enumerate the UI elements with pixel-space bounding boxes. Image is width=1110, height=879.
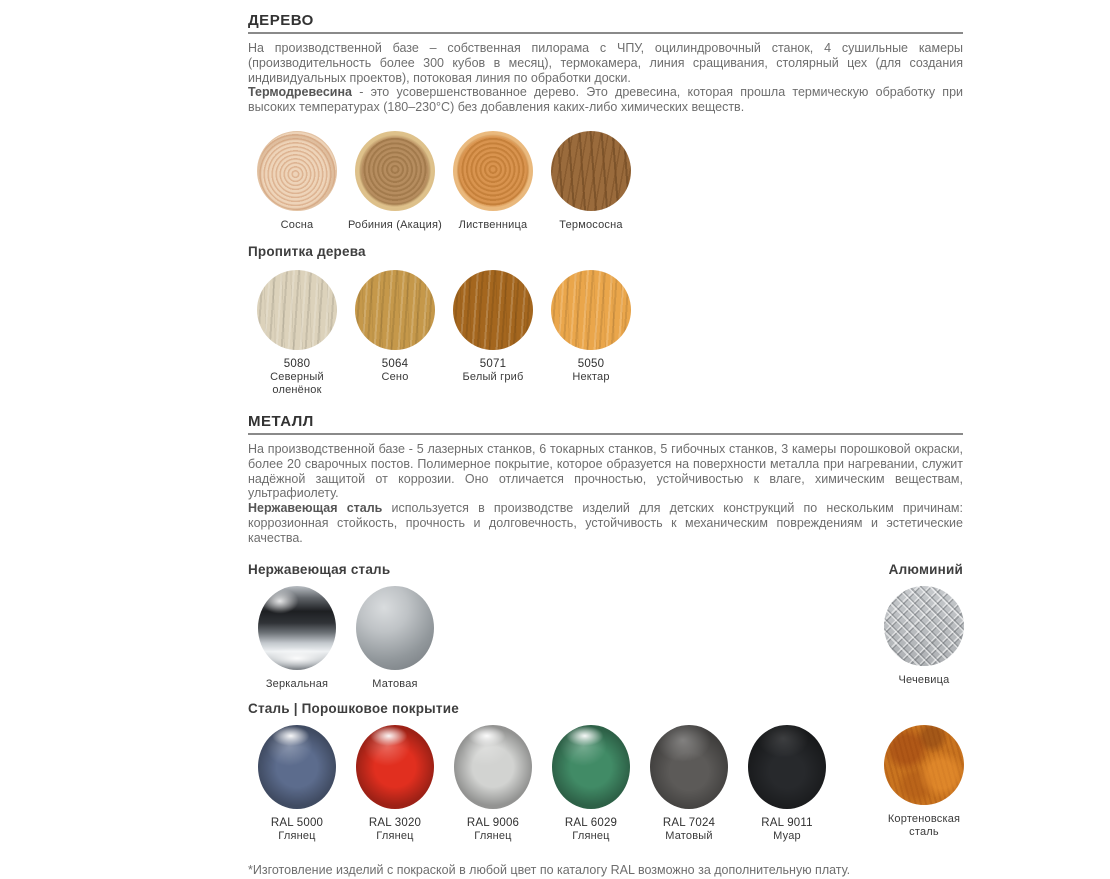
- impregnation-row: [248, 270, 963, 397]
- larch-cut-swatch: [453, 131, 533, 211]
- aluminum-title: Алюминий: [888, 561, 963, 577]
- swatch-label: [369, 817, 421, 843]
- species-pine: [248, 131, 346, 232]
- metal-intro-text: На производственной базе - 5 лазерных станков, 6 токарных станков, 5 гибочных станков, 3 камеры порошковой окраски, более 20 сварочных постов. Полимерное покрытие, которое образуется на поверхности металла при нагревании, служит надёжной защитой от коррозии. Оно отличается прочностью, устойчивостью к влаге, химическим веществам, ультрафиолету.: [248, 441, 963, 501]
- stainless-aluminum-heads: [248, 562, 963, 578]
- stainless-mirror: [248, 586, 346, 691]
- swatch-name: Белый гриб: [462, 370, 524, 383]
- stainless-title: Нержавеющая сталь: [248, 561, 391, 577]
- corten-steel-swatch: [884, 725, 964, 805]
- swatch-label: Матовая: [372, 677, 418, 690]
- wood-species-row: [248, 131, 963, 232]
- wood-intro-paragraph: [248, 41, 963, 115]
- ral-row: [248, 725, 963, 843]
- swatch-code: 5050: [577, 357, 605, 370]
- swatch-code: 5071: [479, 357, 507, 370]
- impregnation-title: Пропитка дерева: [248, 243, 366, 259]
- wood-section-divider: [248, 32, 963, 34]
- corten-item: [879, 725, 969, 839]
- ral-finish: Матовый: [665, 829, 713, 842]
- ral-swatch: [258, 725, 336, 809]
- metal-section: [248, 413, 963, 843]
- wood-intro-text: На производственной базе – собственная пилорама с ЧПУ, оцилиндровочный станок, 4 сушильные камеры (производительность более 300 кубов в месяц), термокамера, линия сращивания, столярный цех (для создания индивидуальных проектов), потоковая линия по обработки доски.: [248, 41, 963, 85]
- ral-code: RAL 9011: [761, 816, 813, 829]
- ral-9011: [738, 725, 836, 843]
- swatch-label: [467, 817, 519, 843]
- ral-6029: [542, 725, 640, 843]
- impregnation-swatch: [551, 270, 631, 350]
- swatch-label: [565, 817, 617, 843]
- ral-swatch: [748, 725, 826, 809]
- swatch-code: 5080: [283, 357, 311, 370]
- metal-intro-paragraph: [248, 442, 963, 546]
- impregnation-swatch: [453, 270, 533, 350]
- ral-code: RAL 5000: [270, 816, 324, 829]
- powder-title: Сталь | Порошковое покрытие: [248, 700, 459, 716]
- swatch-label: [761, 817, 812, 843]
- metal-stainless-text: используется в производстве изделий для детских конструкций по нескольким причинам: коррозионная стойкость, прочность и долговечность, устойчивость к механическим повреждениям и эстетические качества.: [248, 501, 963, 545]
- matte-steel-swatch: [356, 586, 434, 670]
- ral-swatch: [356, 725, 434, 809]
- diamond-plate-swatch: [884, 586, 964, 666]
- swatch-code: 5064: [381, 357, 409, 370]
- aluminum-item: [879, 586, 969, 687]
- ral-footnote: *Изготовление изделий с покраской в любой цвет по каталогу RAL возможно за дополнительную плату.: [248, 862, 851, 877]
- ral-code: RAL 7024: [662, 816, 716, 829]
- stainless-row: [248, 586, 963, 691]
- catalog-page: [248, 0, 963, 877]
- swatch-label: Лиственница: [458, 218, 528, 231]
- metal-section-title: МЕТАЛЛ: [248, 412, 314, 430]
- impregnation-5071: [444, 270, 542, 384]
- ral-finish: Глянец: [474, 829, 512, 842]
- swatch-name: Сено: [381, 370, 409, 383]
- swatch-label: [271, 817, 323, 843]
- impregnation-swatch: [257, 270, 337, 350]
- swatch-label: Сосна: [280, 218, 314, 231]
- swatch-label: Чечевица: [898, 673, 950, 686]
- ral-finish: Муар: [773, 829, 801, 842]
- swatch-label: [663, 817, 715, 843]
- ral-3020: [346, 725, 444, 843]
- ral-9006: [444, 725, 542, 843]
- ral-7024: [640, 725, 738, 843]
- swatch-label: [572, 358, 609, 384]
- swatch-label: Кортеновская сталь: [887, 812, 961, 838]
- wood-section-title: ДЕРЕВО: [248, 12, 314, 29]
- ral-finish: Глянец: [278, 829, 316, 842]
- wood-section: [248, 12, 963, 397]
- ral-code: RAL 6029: [564, 816, 618, 829]
- ral-code: RAL 9006: [466, 816, 520, 829]
- mirror-steel-swatch: [258, 586, 336, 670]
- swatch-label: [248, 358, 346, 397]
- swatch-label: Робиния (Акация): [347, 218, 443, 231]
- impregnation-swatch: [355, 270, 435, 350]
- wood-thermo-lead: Термодревесина: [248, 85, 352, 100]
- species-thermopine: [542, 131, 640, 232]
- ral-finish: Глянец: [572, 829, 610, 842]
- impregnation-5064: [346, 270, 444, 384]
- ral-swatch: [552, 725, 630, 809]
- ral-swatch: [454, 725, 532, 809]
- ral-swatch: [650, 725, 728, 809]
- wood-thermo-text: - это усовершенствованное дерево. Это древесина, которая прошла термическую обработку при высоких температурах (180–230°С) без добавления каких-либо химических веществ.: [248, 85, 963, 115]
- swatch-label: Термососна: [559, 218, 623, 231]
- metal-section-divider: [248, 433, 963, 435]
- robinia-cut-swatch: [355, 131, 435, 211]
- thermopine-swatch: [551, 131, 631, 211]
- impregnation-5080: [248, 270, 346, 397]
- ral-code: RAL 3020: [368, 816, 422, 829]
- swatch-label: [462, 358, 523, 384]
- metal-stainless-lead: Нержавеющая сталь: [248, 501, 383, 516]
- species-robinia: [346, 131, 444, 232]
- swatch-name: Нектар: [572, 370, 610, 383]
- ral-5000: [248, 725, 346, 843]
- swatch-label: [381, 358, 408, 384]
- ral-finish: Глянец: [376, 829, 414, 842]
- pine-cut-swatch: [257, 131, 337, 211]
- species-larch: [444, 131, 542, 232]
- impregnation-5050: [542, 270, 640, 384]
- swatch-name: Северный оленёнок: [270, 370, 324, 396]
- stainless-matte: [346, 586, 444, 691]
- swatch-label: Зеркальная: [265, 677, 329, 690]
